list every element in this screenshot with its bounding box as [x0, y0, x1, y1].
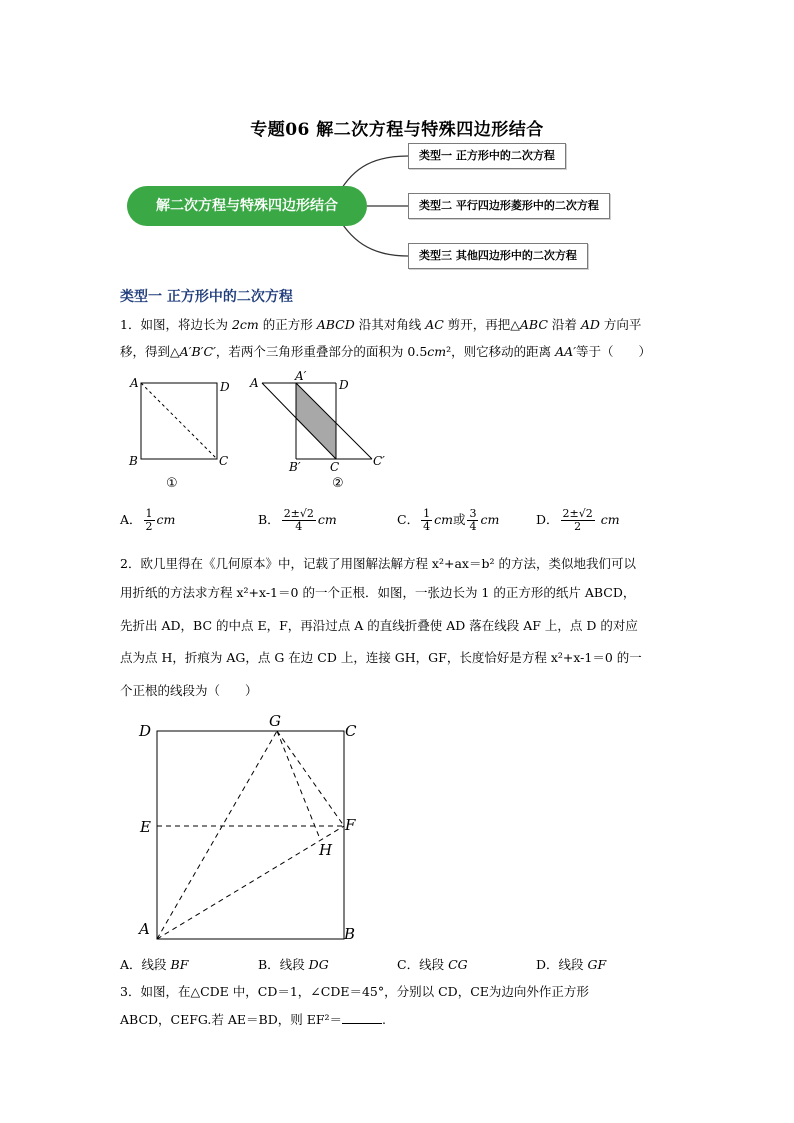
- q2-line2: 用折纸的方法求方程 x²+x-1＝0 的一个正根．如图，一张边长为 1 的正方形的纸片 ABCD，: [120, 585, 636, 600]
- fig2-label-A-prime: A′: [295, 369, 307, 383]
- fig2-label-D: D: [339, 378, 349, 392]
- q2-figure: [130, 708, 370, 948]
- fig2-label-C-prime: C′: [373, 454, 385, 468]
- fig1-caption: ①: [166, 476, 178, 491]
- fig1-label-B: B: [129, 454, 138, 468]
- fig1-label-D: D: [220, 380, 230, 394]
- q1-option-d[interactable]: D． $\frac{2\pm√2}{2}$ cm: [536, 507, 620, 533]
- fig1-label-A: A: [130, 376, 139, 390]
- q2-label-D: D: [139, 722, 152, 740]
- q1-option-c[interactable]: C． $\frac{1}{4}$ cm或 $\frac{3}{4}$ cm: [397, 507, 500, 533]
- q2-label-C: C: [345, 722, 357, 740]
- q2-label-B: B: [344, 925, 356, 943]
- q2-option-c[interactable]: C．线段 CG: [397, 957, 468, 972]
- q3-answer-blank[interactable]: [342, 1010, 382, 1024]
- fig1-label-C: C: [219, 454, 229, 468]
- section-heading: 类型一 正方形中的二次方程: [120, 289, 293, 305]
- q2-label-E: E: [140, 818, 151, 836]
- mindmap-branch-3: 类型三 其他四边形中的二次方程: [408, 243, 588, 269]
- q2-option-a[interactable]: A．线段 BF: [120, 957, 189, 972]
- mindmap-connectors: [0, 0, 794, 300]
- page-title: 专题06 解二次方程与特殊四边形结合: [250, 120, 544, 140]
- q2-label-H: H: [319, 841, 333, 859]
- q1-option-b[interactable]: B． $\frac{2\pm√2}{4}$ cm: [258, 507, 337, 533]
- q2-label-A: A: [139, 920, 150, 938]
- q1-line2: 移，得到△A′B′C′，若两个三角形重叠部分的面积为 0.5cm²，则它移动的距离 AA′等于（ ）: [120, 344, 652, 359]
- fig2-label-A: A: [250, 376, 259, 390]
- q1-figure-1: [118, 370, 248, 495]
- q2-option-b[interactable]: B．线段 DG: [258, 957, 329, 972]
- q2-line3: 先折出 AD，BC 的中点 E，F，再沿过点 A 的直线折叠使 AD 落在线段 AF 上，点 D 的对应: [120, 618, 638, 633]
- mindmap-root: 解二次方程与特殊四边形结合: [127, 186, 367, 226]
- fig2-label-C: C: [330, 460, 340, 474]
- q2-option-d[interactable]: D．线段 GF: [536, 957, 607, 972]
- q2-line5: 个正根的线段为（ ）: [120, 683, 258, 698]
- q2-label-F: F: [345, 816, 356, 834]
- mindmap-branch-1: 类型一 正方形中的二次方程: [408, 143, 566, 169]
- q1-line1: 1．如图，将边长为 2cm 的正方形 ABCD 沿其对角线 AC 剪开，再把△ABC 沿着 AD 方向平: [120, 317, 642, 332]
- fig2-label-B-prime: B′: [289, 460, 301, 474]
- mindmap-branch-2: 类型二 平行四边形菱形中的二次方程: [408, 193, 610, 219]
- fig2-caption: ②: [332, 476, 344, 491]
- q1-option-a[interactable]: A． $\frac{1}{2}$ cm: [120, 507, 176, 533]
- q2-line1: 2．欧几里得在《几何原本》中，记载了用图解法解方程 x²+ax＝b² 的方法，类似地我们可以: [120, 556, 636, 571]
- q2-line4: 点为点 H，折痕为 AG，点 G 在边 CD 上，连接 GH，GF，长度恰好是方程 x²+x-1＝0 的一: [120, 650, 642, 665]
- q2-label-G: G: [269, 712, 281, 730]
- q3-line1: 3．如图，在△CDE 中，CD＝1，∠CDE＝45°，分别以 CD，CE为边向外作正方形: [120, 984, 589, 999]
- q3-line2: ABCD，CEFG.若 AE＝BD，则 EF²＝ .: [120, 1012, 387, 1027]
- q1-figure-2: [245, 368, 395, 495]
